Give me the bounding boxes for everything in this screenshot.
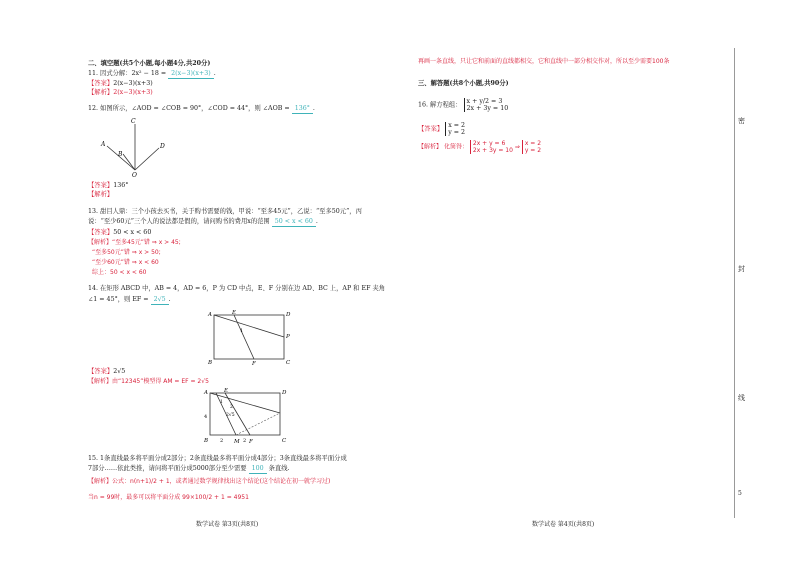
question-12-answer [88, 182, 128, 190]
answer-value: 136° [113, 182, 129, 189]
page-footer-left: 数学试卷 第3页(共8页) [196, 521, 259, 528]
fig2-label-d: D [282, 390, 287, 396]
question-12: 12. 如图所示，∠AOD = ∠COB = 90°，∠COD = 44°，则 ∠AOB = 136° . [88, 105, 315, 112]
fig1-label-b: B [208, 360, 213, 366]
question-15-blank: 100 [249, 465, 267, 474]
question-16-system [464, 98, 509, 112]
label-o: O [132, 172, 137, 179]
explain-tag: 【解析】 [418, 143, 443, 151]
label-b: B [118, 151, 123, 158]
fig2-length-r: 2√5 [226, 413, 235, 418]
explain-arrow: ⇒ [514, 143, 520, 151]
answer-tag: 【答案】 [88, 80, 114, 87]
binding-line [734, 48, 735, 518]
carry-over-note: 再画一条直线，只让它和前面的直线都相交，它和直线中一部分相交作对，所以至少需要100条 [418, 58, 670, 65]
question-15-explain-1 [88, 478, 330, 486]
fig1-label-d: D [286, 312, 291, 318]
explain-system-2 [522, 140, 541, 154]
explain-tag: 【解析】 [88, 478, 113, 485]
question-16-eq1: x + y/2 = 3 [466, 98, 503, 105]
section-title-solve: 三、解答题(共8个小题,共90分) [418, 80, 509, 87]
margin-mark-seal-3: 线 [738, 394, 745, 402]
fig2-label-f: F [249, 439, 253, 445]
question-16-text: 16. 解方程组： [418, 101, 462, 109]
explain-text: 化简得： [443, 143, 468, 151]
explain-line: 由“12345”模型得 AM = EF = 2√5 [112, 378, 209, 385]
page-footer-right: 数学试卷 第4页(共8页) [532, 521, 595, 528]
section-title-fill-blank: 二、填空题(共5个小题,每小题4分,共20分) [88, 60, 211, 67]
answer-tag: 【答案】 [88, 182, 114, 189]
fig2-length-4: 4 [204, 414, 208, 420]
question-13-line-2: 说：“至少60元”三个人的说法都是假的，请问购书的费用x的范围 50 < x < 60 . [88, 218, 318, 225]
question-15-line-2 [88, 465, 290, 474]
margin-mark-seal-2: 封 [738, 265, 745, 273]
answer-tag: 【答案】 [418, 125, 444, 133]
explain-tag: 【解析】 [88, 239, 113, 246]
question-13-explain-3: “至少60元”错 ⇒ x < 60 [92, 259, 159, 266]
answer-system [445, 122, 465, 136]
label-a: A [101, 141, 106, 148]
question-11-text: 11. 因式分解：2x² − 18 = [88, 70, 167, 77]
question-13-explain-4: 综上：50 < x < 60 [92, 269, 147, 276]
fig2-label-m: M [234, 439, 240, 445]
question-12-explain [88, 191, 113, 199]
fig1-label-p: P [286, 334, 290, 340]
question-11-explain [88, 89, 153, 97]
fig2-angle-2: 2 [230, 405, 233, 410]
question-13-explain-2: “至多50元”错 ⇒ x > 50; [92, 249, 161, 256]
margin-mark-seal-1: 密 [738, 117, 745, 125]
explain-r2: y = 2 [524, 147, 542, 154]
question-14-line-2: ∠1 = 45°，则 EF = 2√5 . [88, 296, 171, 303]
question-14-line-2-text: ∠1 = 45°，则 EF = [88, 296, 149, 303]
fig1-label-c: C [286, 360, 291, 366]
question-15-explain-2: 当n = 99时，最多可以将平面分成 99×100/2 + 1 = 4951 [88, 494, 249, 501]
rectangle-figure-2 [200, 388, 290, 446]
answer-y: y = 2 [448, 129, 466, 136]
question-16-answer [418, 122, 465, 136]
answer-value: 2√5 [113, 368, 126, 375]
fig1-label-f: F [252, 361, 256, 367]
angle-figure [95, 118, 165, 178]
explain-tag: 【解析】 [88, 191, 114, 198]
question-14-explain [88, 378, 209, 386]
explain-r1: x = 2 [524, 140, 542, 147]
explain-tag: 【解析】 [88, 89, 114, 96]
question-13-explain-1 [88, 239, 181, 247]
question-13-answer [88, 229, 151, 237]
answer-x: x = 2 [448, 122, 466, 129]
answer-value: 50 < x < 60 [113, 229, 152, 236]
question-15-line-1: 15. 1条直线最多将平面分成2部分；2条直线最多将平面分成4部分；3条直线最多将平面分成 [88, 455, 347, 462]
fig1-label-e: E [232, 310, 237, 316]
label-d: D [160, 143, 165, 150]
explain-tag: 【解析】 [88, 378, 113, 385]
answer-value: 2(x−3)(x+3) [113, 80, 153, 87]
question-12-text: 12. 如图所示，∠AOD = ∠COB = 90°，∠COD = 44°，则 ∠AOB = [88, 105, 290, 112]
margin-number: 5 [738, 490, 742, 497]
fig1-label-a: A [208, 312, 212, 318]
explain-system-1 [470, 140, 513, 154]
question-14-line-1: 14. 在矩形 ABCD 中，AB = 4，AD = 6，P 为 CD 中点，E、F 分别在边 AD、BC 上，AP 和 EF 夹角 [88, 285, 386, 292]
question-13-line-1: 13. 甜目人鼎：三个小孩去买书，关于购书需要的钱，甲说：“至多45元”，乙说：“至多50元”，丙 [88, 208, 362, 215]
question-13-line-2-text: 说：“至少60元”三个人的说法都是假的，请问购书的费用x的范围 [88, 218, 270, 225]
fig2-length-2a: 2 [220, 438, 224, 444]
fig2-label-c: C [282, 438, 287, 444]
fig2-angle-1: 1 [220, 400, 223, 405]
question-13-blank: 50 < x < 60 [272, 218, 316, 227]
question-16-explain [418, 140, 541, 154]
explain-s1: 2x + y = 6 [472, 140, 506, 147]
fig1-angle-1: 1 [240, 328, 244, 334]
fig2-label-a: A [204, 390, 208, 396]
answer-tag: 【答案】 [88, 229, 114, 236]
question-16 [418, 98, 508, 112]
label-c: C [131, 118, 136, 125]
question-15-line-2-end: 条直线. [268, 465, 290, 472]
question-12-blank: 136° [292, 105, 313, 114]
explain-s2: 2x + 3y = 10 [472, 147, 513, 154]
rectangle-figure-1 [206, 310, 296, 366]
explain-line: 公式：n(n+1)/2 + 1，或者通过数学规律找出这个结论(这个结论在初一就学习过) [112, 478, 331, 485]
question-11: 11. 因式分解：2x² − 18 = 2(x−3)(x+3) . [88, 70, 216, 77]
explain-value: 2(x−3)(x+3) [113, 89, 153, 96]
question-16-eq2: 2x + 3y = 10 [466, 105, 509, 112]
question-11-answer [88, 80, 153, 88]
question-14-answer [88, 368, 125, 376]
question-11-blank: 2(x−3)(x+3) [168, 70, 214, 79]
answer-tag: 【答案】 [88, 368, 114, 375]
fig2-label-e: E [224, 388, 229, 394]
question-14-blank: 2√5 [151, 296, 169, 305]
question-15-line-2-text: 7部分……依此类推，请问将平面分成5000部分至少需要 [88, 465, 247, 472]
fig2-length-2b: 2 [243, 438, 247, 444]
fig2-label-b: B [204, 438, 209, 444]
explain-line: “至多45元”错 ⇒ x > 45; [112, 239, 181, 246]
